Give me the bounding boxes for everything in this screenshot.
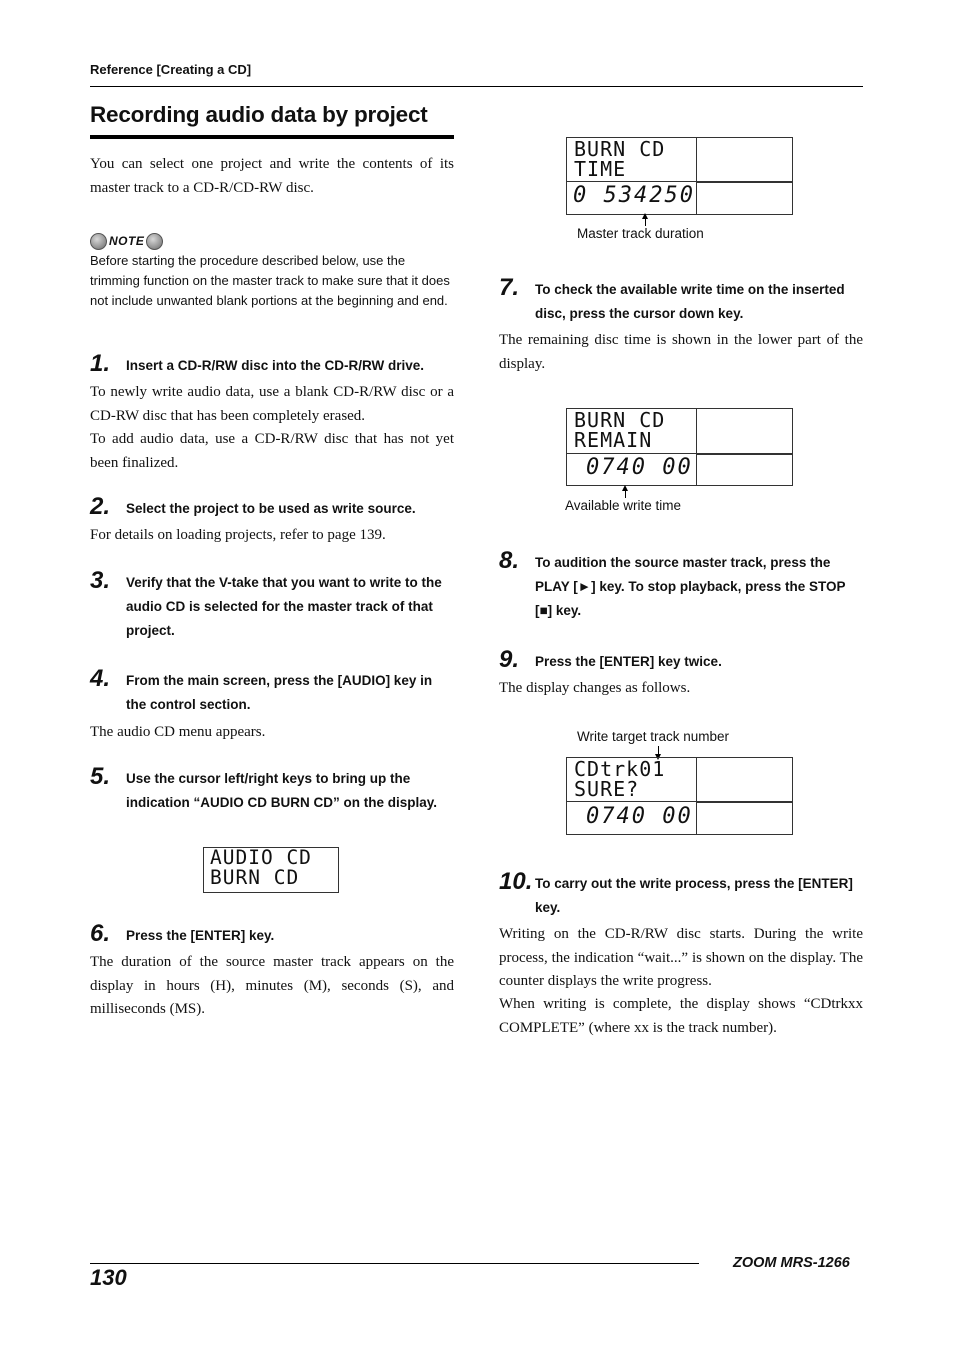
lcd-burn-time-line1: BURN CD	[574, 137, 666, 161]
lcd-confirm-value: 0740 00	[586, 804, 693, 829]
step-7-title: To check the available write time on the inserted disc, press the cursor down key.	[535, 282, 845, 321]
step-10-body-1: Writing on the CD-R/RW disc starts. During the write process, the indication “wait...” is shown on the display. The counter displays the write progress.	[499, 926, 863, 989]
footer-rule	[90, 1263, 699, 1264]
step-10-body-2: When writing is complete, the display shows “CDtrkxx COMPLETE” (where xx is the track number).	[499, 996, 863, 1036]
step-8-number: 8.	[499, 547, 520, 574]
step-8-title: To audition the source master track, press the PLAY [►] key. To stop playback, press the STOP [■] key.	[535, 555, 846, 618]
step-3	[90, 569, 454, 643]
step-2-title: Select the project to be used as write source.	[126, 501, 416, 516]
step-1-body-1: To newly write audio data, use a blank CD-R/RW disc or a CD-RW disc that has been completely erased.	[90, 384, 454, 424]
note-right-dot-icon	[146, 233, 163, 250]
arrow-line	[645, 218, 646, 226]
lcd-confirm-text	[574, 759, 665, 799]
step-1-body-2: To add audio data, use a CD-R/RW disc that has not yet been finalized.	[90, 431, 454, 471]
step-7	[499, 276, 863, 326]
step-3-title: Verify that the V-take that you want to write to the audio CD is selected for the master track of that project.	[126, 575, 442, 638]
lcd-burn-remain-text	[574, 410, 665, 450]
step-9-body: The display changes as follows.	[499, 680, 691, 696]
step-4-body: The audio CD menu appears.	[90, 724, 266, 740]
intro-paragraph: You can select one project and write the contents of its master track to a CD-R/CD-RW disc.	[90, 156, 454, 196]
step-4-title: From the main screen, press the [AUDIO] key in the control section.	[126, 673, 433, 712]
step-5-number: 5.	[90, 763, 111, 790]
arrow-line	[625, 490, 626, 498]
lcd-burn-remain-side-top	[696, 408, 793, 455]
lcd-burn-time-line2: TIME	[574, 157, 627, 181]
header-rule	[90, 86, 863, 87]
step-2-number: 2.	[90, 493, 111, 520]
step-9-number: 9.	[499, 646, 520, 673]
product-name: ZOOM MRS-1266	[733, 1255, 850, 1271]
step-8	[499, 549, 863, 623]
step-6-title: Press the [ENTER] key.	[126, 928, 275, 943]
step-5-title: Use the cursor left/right keys to bring up the indication “AUDIO CD BURN CD” on the display.	[126, 771, 438, 810]
step-9-title: Press the [ENTER] key twice.	[535, 654, 722, 669]
step-1	[90, 352, 454, 378]
step-4-number: 4.	[90, 665, 111, 692]
step-10	[499, 870, 863, 920]
step-7-body: The remaining disc time is shown in the lower part of the display.	[499, 332, 863, 372]
step-7-number: 7.	[499, 274, 520, 301]
lcd-burn-time-side-top	[696, 137, 793, 183]
lcd-confirm-side-top	[696, 757, 793, 803]
note-badge	[90, 232, 163, 250]
caption-master-track-duration: Master track duration	[577, 226, 704, 241]
page-title: Recording audio data by project	[90, 102, 428, 127]
lcd-burn-remain-line1: BURN CD	[574, 408, 666, 432]
step-5	[90, 765, 454, 815]
step-3-number: 3.	[90, 567, 111, 594]
lcd-burn-remain-side-bottom	[696, 453, 793, 486]
step-6-body: The duration of the source master track appears on the display in hours (H), minutes (M), seconds (S), and milliseconds (MS).	[90, 954, 454, 1017]
page-number: 130	[90, 1265, 127, 1290]
title-underline	[90, 135, 454, 139]
step-6	[90, 922, 454, 948]
lcd-confirm-line1: CDtrk01	[574, 757, 666, 781]
step-1-title: Insert a CD-R/RW disc into the CD-R/RW drive.	[126, 358, 425, 373]
section-label: Reference [Creating a CD]	[90, 62, 252, 77]
step-1-number: 1.	[90, 350, 111, 377]
note-text: Before starting the procedure described below, use the trimming function on the master track to make sure that it does not include unwanted blank portions at the beginning and end.	[90, 253, 450, 308]
lcd-burn-time-text	[574, 139, 665, 179]
caption-available-write-time: Available write time	[565, 498, 682, 513]
step-10-title: To carry out the write process, press the [ENTER] key.	[535, 876, 853, 915]
lcd-confirm-line2: SURE?	[574, 777, 640, 801]
step-4	[90, 667, 454, 717]
step-9	[499, 648, 863, 674]
note-left-dot-icon	[90, 233, 107, 250]
lcd-burn-time-side-bottom	[696, 181, 793, 215]
note-label: NOTE	[109, 234, 145, 248]
step-2	[90, 495, 454, 521]
step-6-number: 6.	[90, 920, 111, 947]
caption-write-target-track-number: Write target track number	[577, 729, 730, 744]
lcd-audio-cd-line2: BURN CD	[210, 866, 300, 889]
lcd-audio-cd-line1: AUDIO CD	[210, 846, 312, 869]
lcd-confirm-side-bottom	[696, 801, 793, 835]
step-2-body: For details on loading projects, refer to page 139.	[90, 527, 386, 543]
lcd-audio-cd-text	[210, 848, 312, 888]
lcd-burn-remain-value: 0740 00	[586, 455, 693, 480]
lcd-burn-remain-line2: REMAIN	[574, 428, 653, 452]
step-10-number: 10.	[499, 868, 533, 895]
lcd-burn-time-value: 0 534250	[573, 183, 695, 208]
